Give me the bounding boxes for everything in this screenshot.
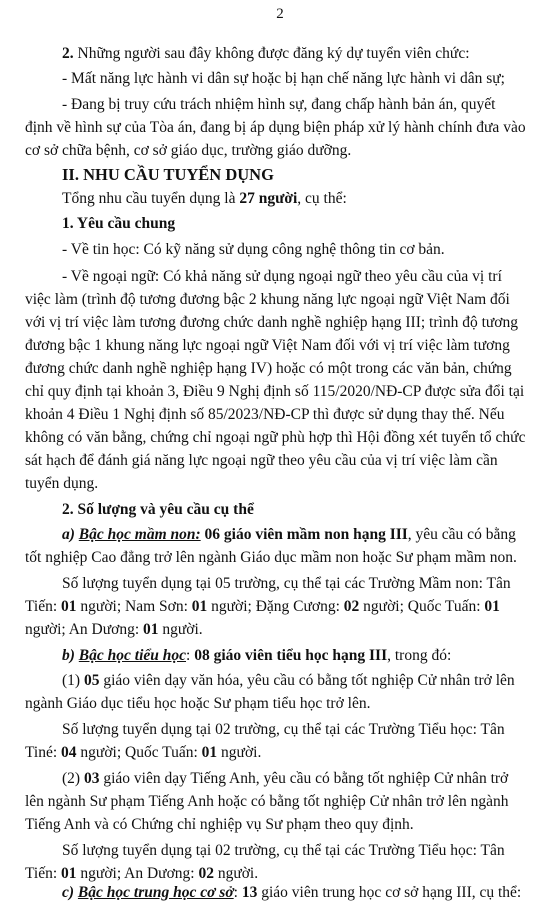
text-segment: Bậc học tiểu học xyxy=(78,647,187,664)
text-line xyxy=(62,671,515,691)
text-segment: đương chức danh nghề nghiệp hạng IV) hoặc có một trong các văn bản, chứng xyxy=(25,360,512,377)
text-segment: 2. xyxy=(62,45,78,62)
text-line xyxy=(25,548,517,568)
text-line xyxy=(62,574,511,594)
text-segment: Bậc học trung học cơ sở xyxy=(77,884,234,901)
text-segment: khoản 4 Điều 1 Nghị định số 85/2023/NĐ-CP thì được sử dụng thay thế. Nếu xyxy=(25,406,505,423)
text-segment: người; Quốc Tuấn: xyxy=(76,744,202,761)
text-segment: 08 giáo viên tiểu học hạng III xyxy=(194,647,388,664)
text-segment: , trong đó: xyxy=(387,647,452,664)
text-segment: 05 xyxy=(83,672,100,689)
text-line xyxy=(25,359,512,379)
text-segment: 01 xyxy=(484,598,500,615)
text-line xyxy=(25,336,510,356)
text-segment: việc làm (trình độ tương đương bậc 2 khung năng lực ngoại ngữ Việt Nam đối xyxy=(25,291,510,308)
text-segment: giáo viên trung học cơ sở hạng III, cụ thể: xyxy=(257,884,522,901)
text-segment: Bậc học mầm non: xyxy=(78,526,201,543)
text-line xyxy=(62,95,495,115)
text-segment: : xyxy=(233,884,242,901)
text-segment: giáo viên dạy văn hóa, yêu cầu có bằng tốt nghiệp Cử nhân trở lên xyxy=(99,672,515,689)
text-line xyxy=(62,240,445,260)
text-segment: Tiến: xyxy=(25,598,62,615)
text-line xyxy=(62,769,508,789)
text-segment: tốt nghiệp Cao đẳng trở lên ngành Giáo dục mầm non hoặc Sư phạm mầm non. xyxy=(25,549,517,566)
text-segment: Tổng nhu cầu tuyển dụng là xyxy=(62,190,240,207)
text-segment: 06 giáo viên mầm non hạng III xyxy=(200,526,408,543)
text-segment: - Mất năng lực hành vi dân sự hoặc bị hạn chế năng lực hành vi dân sự; xyxy=(62,70,505,87)
text-segment: 1. Yêu cầu chung xyxy=(62,215,176,232)
text-segment: 03 xyxy=(83,770,100,787)
text-line xyxy=(62,525,516,545)
text-segment: - Về tin học: Có kỹ năng sử dụng công nghệ thông tin cơ bản. xyxy=(62,241,445,258)
text-segment: người; An Dương: xyxy=(76,865,199,882)
text-segment: Số lượng tuyển dụng tại 02 trường, cụ thể tại các Trường Tiểu học: Tân xyxy=(62,842,505,859)
text-segment: 01 xyxy=(143,621,159,638)
text-line xyxy=(25,428,525,448)
text-segment: 02 xyxy=(343,598,360,615)
text-segment: (1) xyxy=(62,672,84,689)
text-line xyxy=(25,694,370,714)
text-line xyxy=(25,743,261,763)
page-number: 2 xyxy=(276,6,284,22)
text-line xyxy=(62,720,505,740)
text-segment: người. xyxy=(217,744,262,761)
text-segment: Những người sau đây không được đăng ký dự tuyển viên chức: xyxy=(77,45,470,62)
text-segment: lên ngành Sư phạm Tiếng Anh hoặc có bằng tốt nghiệp Cử nhân trở lên ngành xyxy=(25,793,509,810)
text-segment: Tiné: xyxy=(25,744,62,761)
text-line xyxy=(25,405,505,425)
text-segment: Số lượng tuyển dụng tại 02 trường, cụ thể tại các Trường Tiểu học: Tân xyxy=(62,721,505,738)
text-segment: Số lượng tuyển dụng tại 05 trường, cụ thể tại các Trường Mầm non: Tân xyxy=(62,575,511,592)
text-line xyxy=(25,141,351,161)
text-line xyxy=(62,267,502,287)
text-line xyxy=(25,118,526,138)
text-line xyxy=(62,69,505,89)
text-segment: 01 xyxy=(61,598,77,615)
text-segment: người; Quốc Tuấn: xyxy=(359,598,485,615)
text-segment: Tiếng Anh và có Chứng chỉ nghiệp vụ Sư phạm theo quy định. xyxy=(25,816,414,833)
text-segment: , yêu cầu có bằng xyxy=(407,526,516,543)
text-line xyxy=(25,451,498,471)
text-line xyxy=(25,792,508,812)
text-segment: định về hình sự của Tòa án, đang bị áp dụng biện pháp xử lý hành chính đưa vào xyxy=(25,119,526,136)
text-line xyxy=(62,165,274,186)
text-segment: 01 xyxy=(191,598,208,615)
text-segment: 2. Số lượng và yêu cầu cụ thể xyxy=(62,501,254,518)
text-segment: cơ sở chữa bệnh, cơ sở giáo dục, trường giáo dưỡng. xyxy=(25,142,352,159)
text-segment: (2) xyxy=(62,770,84,787)
text-segment: II. NHU CẦU TUYỂN DỤNG xyxy=(62,165,274,184)
text-line xyxy=(25,313,518,333)
text-segment: a) xyxy=(62,526,79,543)
text-segment: 27 người xyxy=(239,190,298,207)
text-segment: người; An Dương: xyxy=(25,621,144,638)
text-segment: 01 xyxy=(61,865,77,882)
text-segment: không có văn bằng, chứng chỉ ngoại ngữ phù hợp thì Hội đồng xét tuyển tổ chức xyxy=(25,429,526,446)
text-segment: người; Đặng Cương: xyxy=(207,598,344,615)
text-segment: Tiến: xyxy=(25,865,62,882)
text-segment: tuyển dụng. xyxy=(25,475,99,492)
text-segment: - Đang bị truy cứu trách nhiệm hình sự, đang chấp hành bản án, quyết xyxy=(62,96,496,113)
text-segment: , cụ thể: xyxy=(297,190,347,207)
text-line xyxy=(62,646,451,666)
text-line xyxy=(62,841,505,861)
text-segment: đương bậc 1 khung năng lực ngoại ngữ Việt Nam đối với vị trí việc làm tương xyxy=(25,337,510,354)
text-line xyxy=(25,382,524,402)
text-segment: ngành Giáo dục tiểu học hoặc Sư phạm tiểu học trở lên. xyxy=(25,695,371,712)
text-segment: người. xyxy=(158,621,203,638)
text-segment: chỉ quy định tại khoản 3, Điều 9 Nghị định số 115/2020/NĐ-CP được sửa đổi tại xyxy=(25,383,525,400)
text-segment: : xyxy=(186,647,195,664)
text-segment: giáo viên dạy Tiếng Anh, yêu cầu có bằng tốt nghiệp Cử nhân trở xyxy=(99,770,509,787)
text-segment: 01 xyxy=(201,744,218,761)
text-line xyxy=(25,290,510,310)
text-line xyxy=(62,883,521,903)
text-line xyxy=(62,44,470,64)
text-line xyxy=(25,815,414,835)
text-segment: 13 xyxy=(241,884,258,901)
text-line xyxy=(62,189,347,209)
text-segment: 04 xyxy=(61,744,77,761)
text-segment: 02 xyxy=(198,865,214,882)
text-segment: b) xyxy=(62,647,79,664)
text-line xyxy=(62,214,175,234)
text-segment: c) xyxy=(62,884,78,901)
text-segment: với vị trí việc làm tương đương chức danh nghề nghiệp hạng III; trình độ tương xyxy=(25,314,518,331)
text-line xyxy=(25,620,203,640)
text-line xyxy=(62,500,254,520)
text-segment: người. xyxy=(213,865,259,882)
text-line xyxy=(25,864,258,884)
text-segment: - Về ngoại ngữ: Có khả năng sử dụng ngoại ngữ theo yêu cầu của vị trí xyxy=(62,268,502,285)
text-line xyxy=(25,474,98,494)
text-line xyxy=(25,597,500,617)
text-segment: người; Nam Sơn: xyxy=(76,598,192,615)
text-segment: sát hạch để đánh giá năng lực ngoại ngữ theo yêu cầu của vị trí việc làm cần xyxy=(25,452,498,469)
